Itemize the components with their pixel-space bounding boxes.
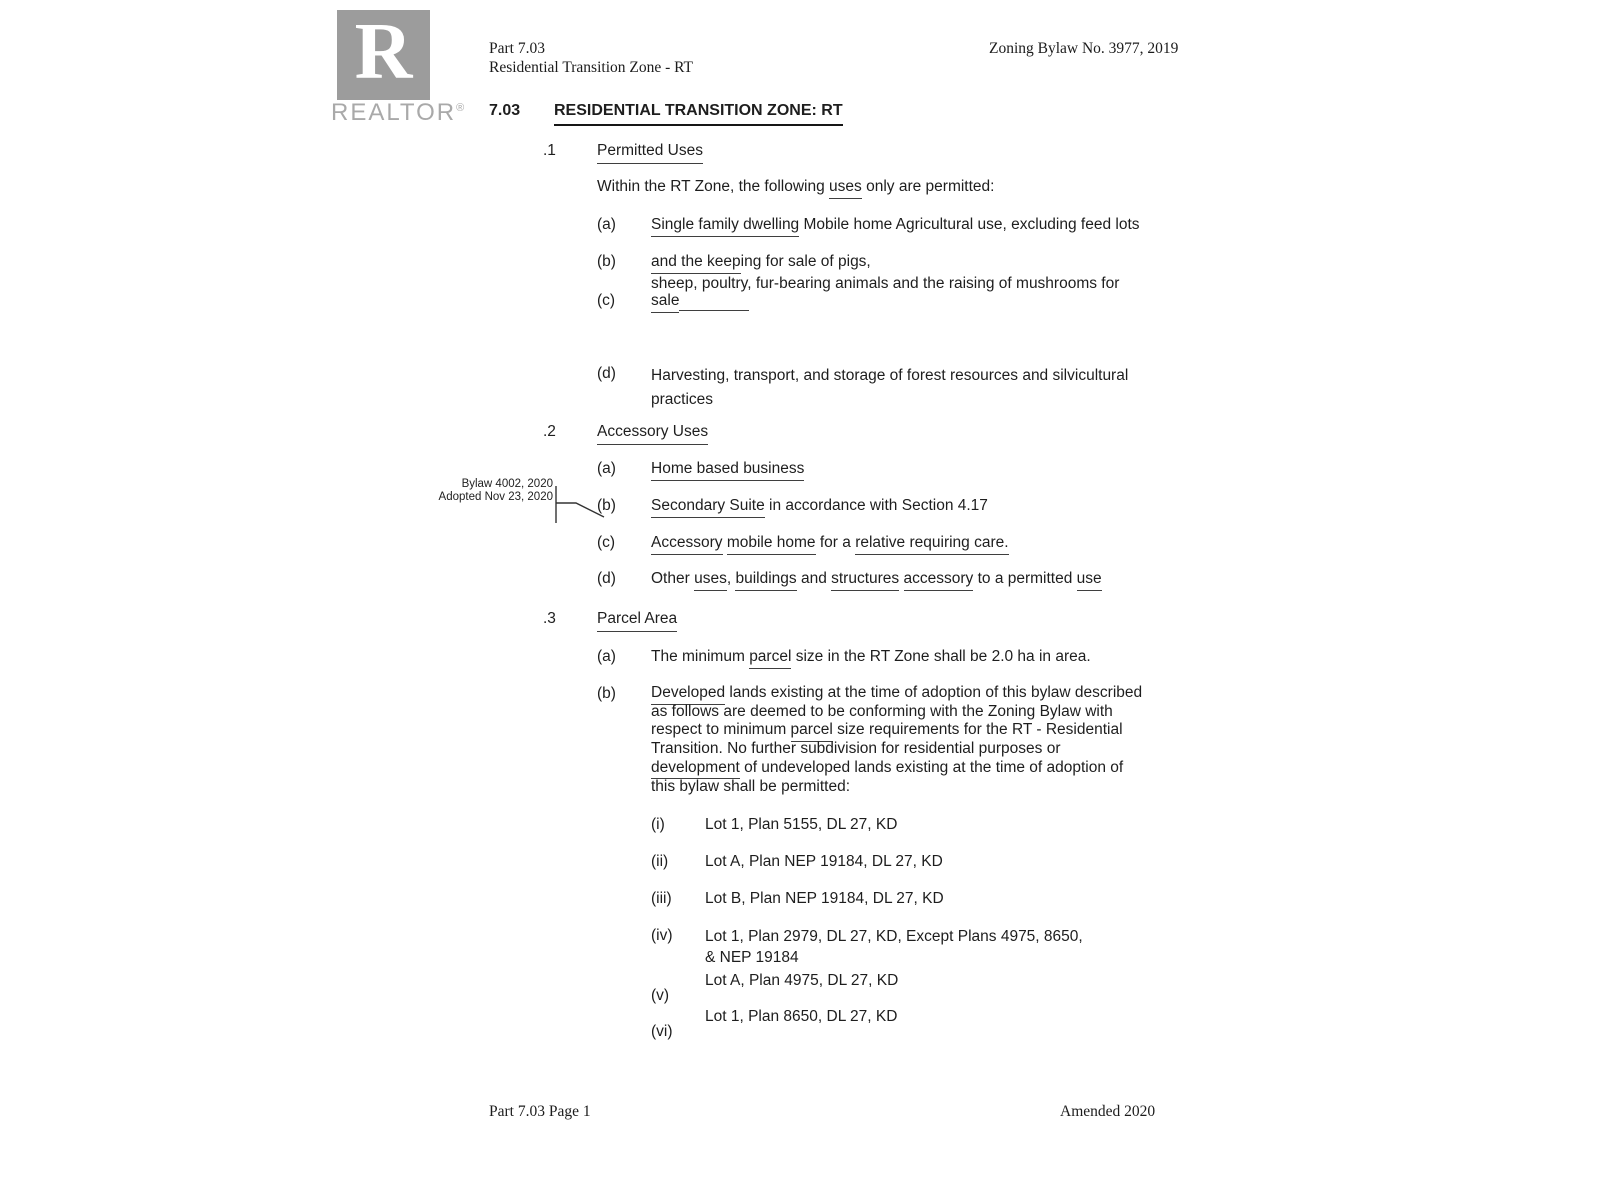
item-text: sale bbox=[651, 291, 749, 311]
realtor-wordmark-text: REALTOR bbox=[331, 99, 457, 126]
lot-label: (v) bbox=[651, 987, 670, 1004]
item-text-line: Harvesting, transport, and storage of forest resources and silvicultural bbox=[651, 367, 1129, 384]
footer-amended: Amended 2020 bbox=[1060, 1103, 1156, 1120]
item-label: (c) bbox=[597, 292, 616, 309]
margin-note-line2: Adopted Nov 23, 2020 bbox=[438, 491, 553, 503]
lot-label: (iii) bbox=[651, 890, 672, 907]
lot-text-line: & NEP 19184 bbox=[705, 949, 799, 966]
lot-text bbox=[705, 926, 1083, 968]
item-text: Home based business bbox=[651, 459, 804, 478]
section-3-title: Parcel Area bbox=[597, 609, 677, 632]
lot-label: (iv) bbox=[651, 927, 673, 944]
registered-trademark-symbol: ® bbox=[456, 102, 467, 114]
lot-text: Lot A, Plan NEP 19184, DL 27, KD bbox=[705, 853, 943, 870]
item-text: Single family dwelling Mobile home Agricultural use, excluding feed lots bbox=[651, 215, 1140, 234]
realtor-logo-letter: R bbox=[354, 8, 413, 96]
item-label: (b) bbox=[597, 253, 616, 270]
lot-label: (i) bbox=[651, 816, 665, 833]
item-text: The minimum parcel size in the RT Zone shall be 2.0 ha in area. bbox=[651, 647, 1091, 666]
item-text: Other uses, buildings and structures accessory to a permitted use bbox=[651, 569, 1102, 588]
item-label: (d) bbox=[597, 365, 616, 382]
paragraph-line: Transition. No further subdivision for residential purposes or bbox=[651, 740, 1061, 758]
header-part-number: Part 7.03 bbox=[489, 40, 545, 57]
section-3-number: .3 bbox=[543, 610, 556, 627]
paragraph-line: respect to minimum parcel size requirements for the RT - Residential bbox=[651, 721, 1142, 740]
paragraph-line: development of undeveloped lands existing at the time of adoption of bbox=[651, 759, 1142, 778]
margin-note-connector-lines bbox=[540, 478, 610, 528]
margin-note-bylaw-amendment bbox=[420, 478, 553, 504]
lot-text-line: Lot 1, Plan 2979, DL 27, KD, Except Plans 4975, 8650, bbox=[705, 928, 1083, 945]
item-label: (b) bbox=[597, 685, 616, 702]
item-label: (a) bbox=[597, 216, 616, 233]
title-number: 7.03 bbox=[489, 102, 521, 119]
item-label: (a) bbox=[597, 648, 616, 665]
lot-text: Lot A, Plan 4975, DL 27, KD bbox=[705, 972, 899, 989]
item-label: (a) bbox=[597, 460, 616, 477]
header-bylaw-reference: Zoning Bylaw No. 3977, 2019 bbox=[989, 40, 1179, 57]
item-text-line: practices bbox=[651, 391, 714, 408]
item-label: (c) bbox=[597, 534, 616, 551]
realtor-wordmark bbox=[331, 99, 466, 127]
footer-page-number: Part 7.03 Page 1 bbox=[489, 1103, 591, 1120]
section-1-title: Permitted Uses bbox=[597, 141, 703, 164]
section-1-number: .1 bbox=[543, 142, 556, 159]
item-paragraph bbox=[651, 684, 1142, 796]
header-left bbox=[489, 40, 693, 77]
margin-note-line1: Bylaw 4002, 2020 bbox=[461, 478, 553, 490]
item-text: sheep, poultry, fur-bearing animals and the raising of mushrooms for bbox=[651, 275, 1120, 292]
item-text: Secondary Suite in accordance with Section 4.17 bbox=[651, 496, 988, 515]
paragraph-line: Developed lands existing at the time of adoption of this bylaw described bbox=[651, 684, 1142, 703]
item-label: (d) bbox=[597, 570, 616, 587]
section-2-title: Accessory Uses bbox=[597, 422, 708, 445]
item-label: (b) bbox=[597, 497, 616, 514]
item-text bbox=[651, 364, 1128, 412]
header-zone-name: Residential Transition Zone - RT bbox=[489, 58, 694, 76]
lot-text: Lot 1, Plan 5155, DL 27, KD bbox=[705, 816, 898, 833]
item-text: Accessory mobile home for a relative requiring care. bbox=[651, 533, 1009, 552]
lot-text: Lot B, Plan NEP 19184, DL 27, KD bbox=[705, 890, 944, 907]
section-2-number: .2 bbox=[543, 423, 556, 440]
paragraph-line: as follows are deemed to be conforming with the Zoning Bylaw with bbox=[651, 702, 1113, 720]
page-title: RESIDENTIAL TRANSITION ZONE: RT bbox=[554, 101, 843, 126]
lot-text: Lot 1, Plan 8650, DL 27, KD bbox=[705, 1008, 898, 1025]
lot-label: (ii) bbox=[651, 853, 669, 870]
item-text: and the keeping for sale of pigs, bbox=[651, 252, 871, 271]
paragraph-line: this bylaw shall be permitted: bbox=[651, 777, 851, 795]
lot-label: (vi) bbox=[651, 1023, 673, 1040]
realtor-logo bbox=[337, 10, 430, 100]
intro-text: Within the RT Zone, the following uses only are permitted: bbox=[597, 177, 994, 196]
